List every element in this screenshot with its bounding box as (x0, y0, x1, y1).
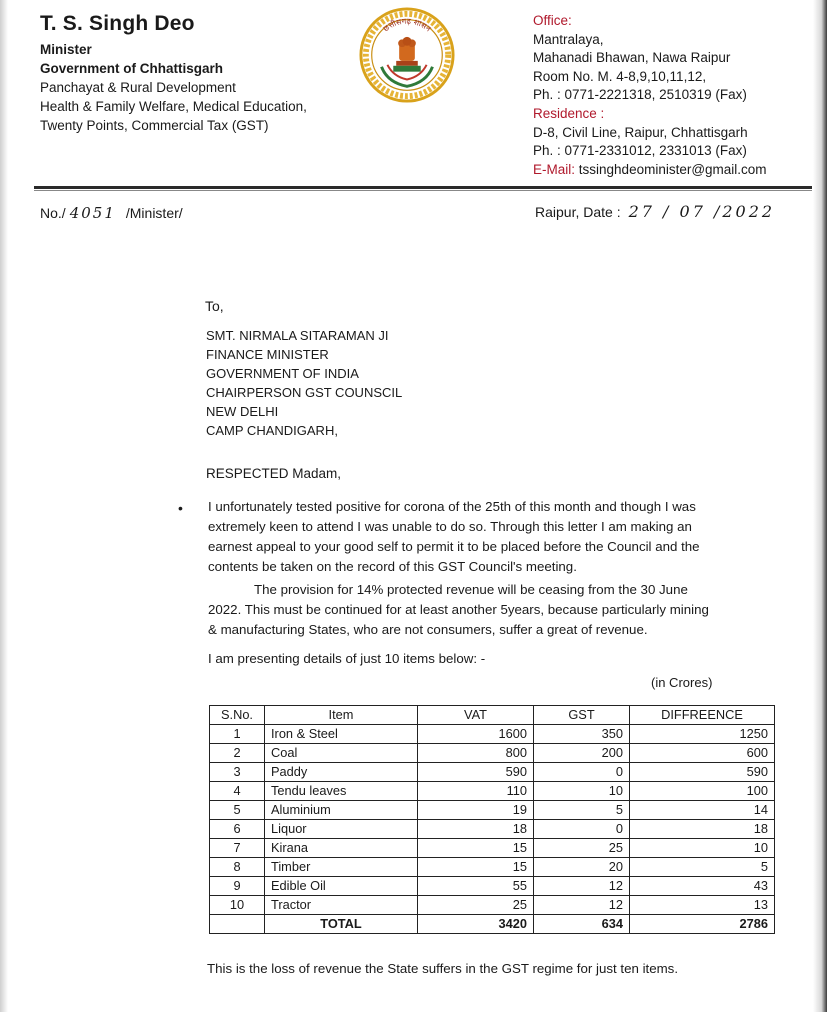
cell-gst: 20 (534, 858, 630, 877)
office-line-3: Room No. M. 4-8,9,10,11,12, (533, 68, 707, 84)
recipient-line-5: NEW DELHI (206, 404, 279, 419)
email-label: E-Mail: (533, 161, 576, 177)
cell-gst: 5 (534, 801, 630, 820)
paragraph-2 (208, 580, 718, 640)
cell-vat: 25 (418, 896, 534, 915)
cell-gst: 25 (534, 839, 630, 858)
closing-paragraph: This is the loss of revenue the State suffers in the GST regime for just ten items. (207, 961, 679, 976)
cell-diff: 43 (630, 877, 775, 896)
residence-phone: Ph. : 0771-2331012, 2331013 (Fax) (533, 143, 747, 159)
state-emblem-logo (358, 6, 456, 104)
table-row (210, 782, 775, 801)
cell-gst: 350 (534, 725, 630, 744)
cell-vat: 110 (418, 782, 534, 801)
cell-sno: 5 (210, 801, 265, 820)
government-line: Government of Chhattisgarh (40, 61, 224, 76)
ref-no-value: 4051 (69, 204, 116, 222)
table-row (210, 801, 775, 820)
table-row (210, 763, 775, 782)
salutation: RESPECTED Madam, (206, 466, 342, 481)
cell-diff: 13 (630, 896, 775, 915)
cell-vat: 55 (418, 877, 534, 896)
paragraph-2-rest: 2022. This must be continued for at least another 5years, because particularly mining & manufacturing States, who are not consumers, suffer a great of revenue. (208, 602, 709, 637)
cell-vat: 15 (418, 858, 534, 877)
table-intro: I am presenting details of just 10 items below: - (208, 651, 486, 666)
cell-vat: 19 (418, 801, 534, 820)
email-value: tssinghdeominister@gmail.com (578, 161, 767, 177)
cell-sno: 6 (210, 820, 265, 839)
recipient-line-3: GOVERNMENT OF INDIA (206, 366, 359, 381)
svg-text:छत्तीसगढ़ शासन: छत्तीसगढ़ शासन (381, 16, 433, 34)
paragraph-2-first: The provision for 14% protected revenue will be ceasing from the 30 June (254, 582, 688, 597)
cell-item: Iron & Steel (265, 725, 418, 744)
cell-diff: 1250 (630, 725, 775, 744)
office-label: Office: (533, 13, 572, 28)
date-label: Raipur, Date : (535, 204, 621, 220)
header-vat: VAT (418, 706, 534, 725)
office-line-1: Mantralaya, (533, 31, 604, 47)
cell-item: Aluminium (265, 801, 418, 820)
cell-sno: 10 (210, 896, 265, 915)
cell-sno: 3 (210, 763, 265, 782)
header-sno: S.No. (210, 706, 265, 725)
reference-number (40, 204, 183, 222)
table-header-row (210, 706, 775, 725)
cell-total-diff: 2786 (630, 915, 775, 934)
page-right-edge (813, 0, 827, 1012)
reference-date (535, 202, 775, 221)
cell-vat: 18 (418, 820, 534, 839)
cell-total-gst: 634 (534, 915, 630, 934)
paragraph-1: I unfortunately tested positive for corona of the 25th of this month and though I was extremely keen to attend I was unable to do so. Through this letter I am making an earnest appeal to your good self to permit it to be placed before the Council and the contents be taken on the record of this GST Council's meeting. (208, 499, 700, 574)
table-row (210, 858, 775, 877)
date-value: 27 / 07 /2022 (628, 202, 776, 221)
recipient-line-2: FINANCE MINISTER (206, 347, 329, 362)
cell-vat: 15 (418, 839, 534, 858)
header-difference: DIFFREENCE (630, 706, 775, 725)
to-line: To, (205, 298, 224, 314)
cell-vat: 590 (418, 763, 534, 782)
cell-item: Edible Oil (265, 877, 418, 896)
header-gst: GST (534, 706, 630, 725)
recipient-address (206, 326, 402, 440)
cell-diff: 590 (630, 763, 775, 782)
ref-no-suffix: /Minister/ (125, 205, 183, 221)
cell-gst: 12 (534, 877, 630, 896)
cell-diff: 18 (630, 820, 775, 839)
letterhead-right (533, 12, 767, 179)
unit-note: (in Crores) (651, 675, 713, 690)
cell-item: Coal (265, 744, 418, 763)
cell-item: Paddy (265, 763, 418, 782)
header-divider-thin (34, 190, 812, 191)
cell-gst: 200 (534, 744, 630, 763)
cell-gst: 0 (534, 820, 630, 839)
cell-vat: 1600 (418, 725, 534, 744)
cell-diff: 10 (630, 839, 775, 858)
revenue-table (209, 705, 775, 934)
cell-item: Kirana (265, 839, 418, 858)
table-total-row (210, 915, 775, 934)
cell-diff: 5 (630, 858, 775, 877)
portfolio-line-2: Health & Family Welfare, Medical Education, (40, 99, 307, 114)
ref-no-label: No./ (40, 205, 66, 221)
table-row (210, 896, 775, 915)
table-row (210, 877, 775, 896)
cell-gst: 10 (534, 782, 630, 801)
recipient-line-6: CAMP CHANDIGARH, (206, 423, 338, 438)
letterhead-left (40, 12, 307, 135)
office-phone: Ph. : 0771-2221318, 2510319 (Fax) (533, 87, 747, 103)
portfolio-line-3: Twenty Points, Commercial Tax (GST) (40, 118, 269, 133)
cell-total-vat: 3420 (418, 915, 534, 934)
cell-sno: 9 (210, 877, 265, 896)
table-row (210, 725, 775, 744)
cell-item: Tendu leaves (265, 782, 418, 801)
table-row (210, 744, 775, 763)
cell-sno: 4 (210, 782, 265, 801)
office-line-2: Mahanadi Bhawan, Nawa Raipur (533, 50, 731, 66)
cell-vat: 800 (418, 744, 534, 763)
residence-line-1: D-8, Civil Line, Raipur, Chhattisgarh (533, 124, 748, 140)
cell-diff: 100 (630, 782, 775, 801)
email-line (533, 161, 767, 180)
bullet-mark: • (178, 500, 183, 516)
recipient-line-1: SMT. NIRMALA SITARAMAN JI (206, 328, 389, 343)
minister-name: T. S. Singh Deo (40, 12, 195, 35)
portfolio-line-1: Panchayat & Rural Development (40, 80, 236, 95)
cell-sno: 1 (210, 725, 265, 744)
cell-sno: 8 (210, 858, 265, 877)
header-divider (34, 186, 812, 189)
cell-gst: 12 (534, 896, 630, 915)
cell-sno: 2 (210, 744, 265, 763)
header-item: Item (265, 706, 418, 725)
cell-total-blank (210, 915, 265, 934)
recipient-line-4: CHAIRPERSON GST COUNSCIL (206, 385, 403, 400)
cell-diff: 600 (630, 744, 775, 763)
cell-sno: 7 (210, 839, 265, 858)
cell-total-label: TOTAL (265, 915, 418, 934)
cell-item: Liquor (265, 820, 418, 839)
minister-title: Minister (40, 42, 92, 57)
cell-diff: 14 (630, 801, 775, 820)
table-row (210, 820, 775, 839)
cell-item: Timber (265, 858, 418, 877)
cell-gst: 0 (534, 763, 630, 782)
residence-label: Residence : (533, 105, 605, 121)
table-row (210, 839, 775, 858)
cell-item: Tractor (265, 896, 418, 915)
